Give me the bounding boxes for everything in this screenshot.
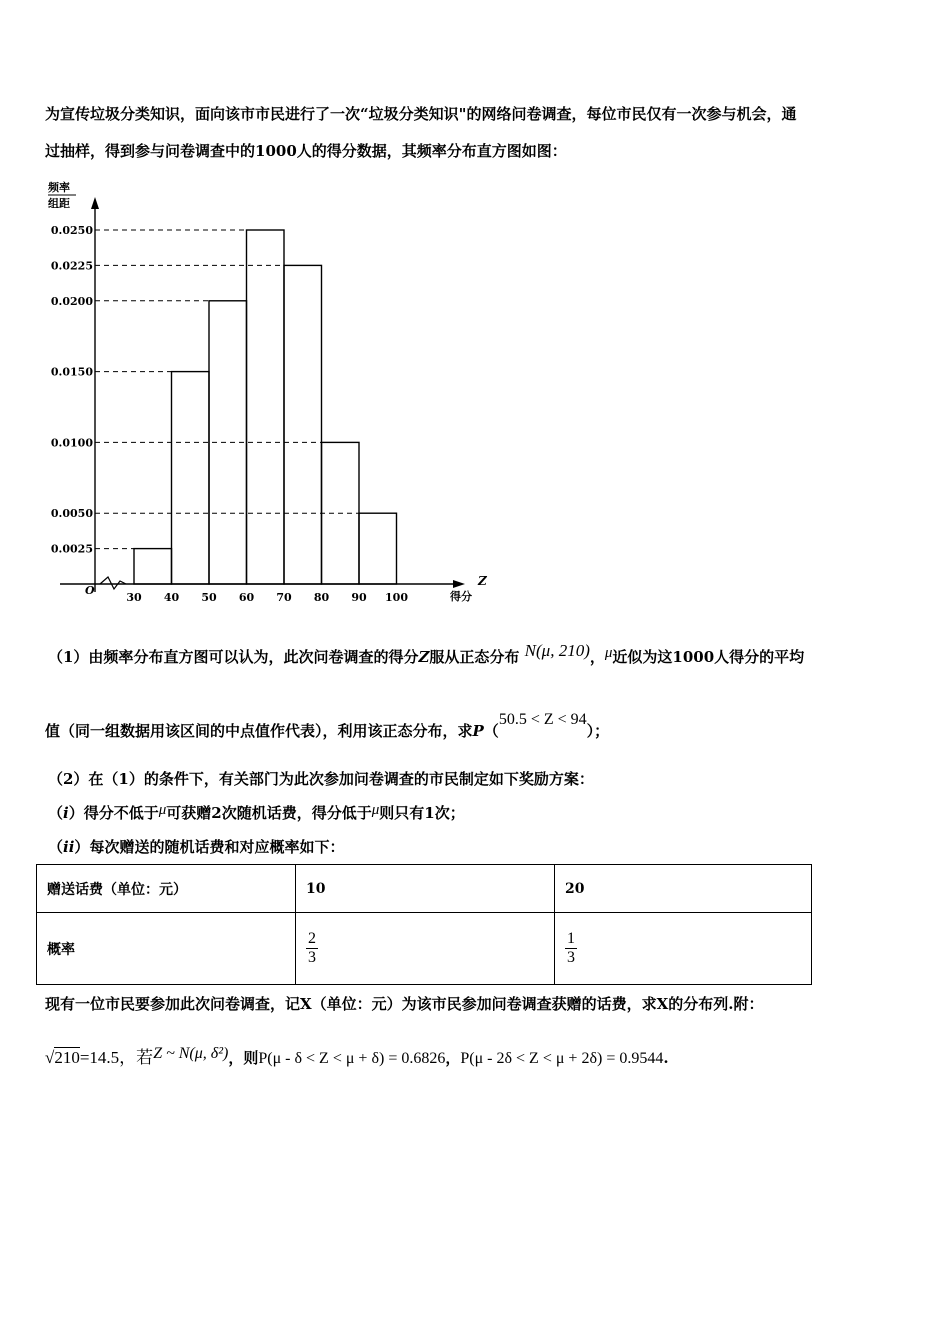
- y-tick-label: 0.0050: [50, 507, 93, 521]
- table-header-cell: 赠送话费（单位：元）: [37, 865, 296, 913]
- q1-text-c: 近似为这1000人得分的平均: [612, 648, 805, 666]
- closing-line-1: 现有一位市民要参加此次问卷调查，记X（单位：元）为该市民参加问卷调查获赠的话费，求X的分布列.附：: [45, 995, 764, 1013]
- paren-close: ）；: [586, 722, 610, 740]
- prob-one-sigma: P(μ - δ < Z < μ + δ) = 0.6826: [258, 1050, 446, 1067]
- p-label: P: [472, 722, 484, 740]
- mu-symbol-3: μ: [371, 802, 380, 818]
- sqrt-result: =14.5，若: [79, 1048, 154, 1067]
- q1-line-2: [45, 711, 610, 741]
- x-axis-label: Z: [478, 574, 487, 588]
- item-ii-label: ii: [63, 838, 75, 856]
- y-tick-label: 0.0225: [50, 259, 93, 273]
- x-tick-label: 90: [351, 591, 367, 604]
- sqrt-expression: √210: [45, 1048, 80, 1067]
- comma: ，: [445, 1049, 461, 1067]
- award-table: [36, 864, 812, 985]
- q1-text-b: 服从正态分布: [429, 648, 520, 666]
- y-axis-arrow: [91, 197, 99, 209]
- q1-line-1: [48, 641, 805, 667]
- y-axis-label-top: 频率: [48, 181, 70, 194]
- y-tick-label: 0.0150: [50, 365, 93, 379]
- normal-distribution: N(μ, 210): [524, 641, 590, 660]
- appendix-formulas: [45, 1043, 669, 1068]
- prob-two-sigma: P(μ - 2δ < Z < μ + 2δ) = 0.9544: [460, 1050, 664, 1067]
- item-i-text-b: 可获赠2次随机话费，得分低于: [166, 804, 372, 822]
- x-tick-label: 80: [313, 591, 330, 604]
- y-tick-label: 0.0100: [50, 436, 93, 450]
- x-tick-label: 30: [126, 591, 142, 604]
- period: .: [663, 1049, 669, 1067]
- y-tick-label: 0.0025: [50, 542, 93, 556]
- sqrt-radicand: 210: [54, 1048, 80, 1067]
- probability-cell: [296, 913, 555, 985]
- q1-line2-text: 值（同一组数据用该区间的中点值作代表），利用该正态分布，求: [45, 722, 473, 740]
- q2-line-1: （2）在（1）的条件下，有关部门为此次参加问卷调查的市民制定如下奖励方案：: [48, 770, 594, 788]
- item-i-label: i: [63, 804, 69, 822]
- interval-expression: 50.5 < Z < 94: [498, 711, 587, 728]
- y-tick-label: 0.0200: [50, 294, 93, 308]
- table-cell: 10: [296, 865, 555, 913]
- axis-break: [100, 577, 126, 589]
- mu-symbol: μ: [604, 645, 613, 661]
- table-row: [37, 865, 812, 913]
- item-i-text-c: 则只有1次；: [379, 804, 465, 822]
- mu-symbol-2: μ: [158, 802, 167, 818]
- fraction-one-third: $\frac{1}{3}$: [567, 930, 575, 966]
- normal-dist-z: Z ~ N(μ, δ²): [153, 1045, 229, 1062]
- y-axis-label-bottom: 组距: [48, 197, 70, 210]
- q1-text-a: （1）由频率分布直方图可以认为，此次问卷调查的得分: [48, 648, 419, 666]
- x-tick-label: 40: [163, 591, 180, 604]
- item-i-text-a: 得分不低于: [83, 804, 159, 822]
- x-tick-label: 60: [238, 591, 255, 604]
- x-tick-label: 100: [385, 591, 408, 604]
- origin-label: O: [85, 584, 95, 597]
- probability-cell: [555, 913, 812, 985]
- table-header-cell: 概率: [37, 913, 296, 985]
- q2-item-i: （i）得分不低于μ可获赠2次随机话费，得分低于μ则只有1次；: [48, 802, 465, 822]
- table-cell: 20: [555, 865, 812, 913]
- x-tick-label: 50: [201, 591, 217, 604]
- paren-open: （: [483, 722, 499, 740]
- then-word: ，则: [228, 1049, 259, 1067]
- x-axis-sublabel: 得分: [450, 590, 472, 603]
- intro-line-1: 为宣传垃圾分类知识，面向该市市民进行了一次“垃圾分类知识"的网络问卷调查，每位市民仅有一次参与机会，通: [45, 105, 797, 123]
- histogram-bar: [247, 230, 285, 584]
- q2-item-ii: （ii）每次赠送的随机话费和对应概率如下：: [48, 838, 345, 856]
- x-axis-arrow: [453, 580, 465, 588]
- table-row: [37, 913, 812, 985]
- histogram-bar: [172, 372, 210, 584]
- y-tick-label: 0.0250: [50, 224, 93, 237]
- intro-line-2: 过抽样，得到参与问卷调查中的1000人的得分数据，其频率分布直方图如图：: [45, 142, 567, 160]
- var-z: Z: [418, 648, 430, 666]
- frequency-histogram: [40, 175, 500, 615]
- histogram-bar: [359, 513, 397, 584]
- item-ii-text: 每次赠送的随机话费和对应概率如下：: [89, 838, 345, 856]
- q1-sep: ，: [589, 648, 605, 666]
- histogram-bar: [284, 265, 322, 584]
- histogram-bar: [134, 549, 172, 584]
- x-tick-label: 70: [276, 591, 292, 604]
- fraction-two-thirds: $\frac{2}{3}$: [308, 930, 316, 966]
